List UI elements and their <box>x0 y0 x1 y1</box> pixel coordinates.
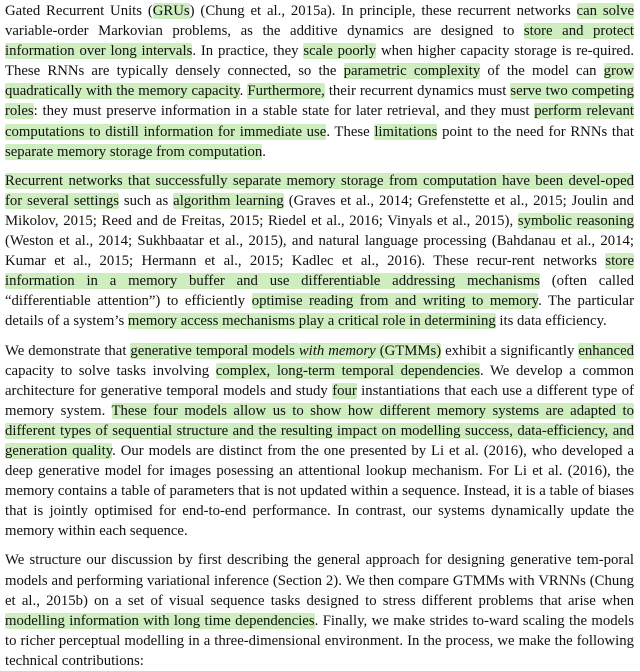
highlighted-text: modelling information with long time dependencies <box>5 612 315 629</box>
highlighted-text: complex, long-term temporal dependencies <box>215 362 481 379</box>
body-text: (Weston et al., 2014; Sukhbaatar et al., 2015), and natural language processing (Bahdanau et al., 2014; Kumar et al., 2015; Hermann et al., 2015; Kadlec et al., 2016). These recur-rent networks <box>5 233 634 270</box>
body-text: . <box>262 143 266 160</box>
body-text: exhibit a significantly <box>441 342 579 359</box>
highlighted-text: grow quadratically with the memory capacity <box>5 63 634 100</box>
highlighted-text: generative temporal models <box>130 342 299 359</box>
highlighted-text: separate memory storage from computation <box>5 143 263 160</box>
paragraph-gtmm-contribution <box>5 341 634 542</box>
body-text: . These <box>326 123 375 140</box>
body-text: of the model can <box>480 63 604 80</box>
highlighted-text: optimise reading from and writing to memory <box>251 293 539 310</box>
highlighted-text: can solve <box>576 3 634 19</box>
body-text: such as <box>118 192 174 209</box>
body-text: . <box>239 83 248 100</box>
highlighted-text: serve two competing roles <box>5 83 634 120</box>
highlighted-text: with memory <box>298 342 376 359</box>
highlighted-text: store information in a memory buffer and use differentiable addressing mechanisms <box>5 253 634 290</box>
highlighted-text: These four models allow us to show how different memory systems are adapted to different types of sequential structure and the resulting impact on modelling success, data-efficiency, and generation quality <box>5 402 634 459</box>
highlighted-text: enhanced <box>578 342 634 359</box>
highlighted-text: limitations <box>374 123 438 140</box>
body-text: . The particular details of a system’s <box>5 293 634 330</box>
body-text: . Our models are distinct from the one presented by Li et al. (2016), who developed a deep generative model for images posessing an attentional lookup mechanism. For Li et al. (2016), the memory contains a table of parameters that is not updated within a sequence. Instead, it is a table of biases that is jointly optimised for end-to-end performance. In contrast, our systems dynamically update the memory within each sequence. <box>5 442 634 540</box>
body-text: . We develop a common architecture for generative temporal models and study <box>5 362 634 399</box>
body-text: point to the need for RNNs that <box>437 123 634 140</box>
highlighted-text: GRUs <box>152 3 190 19</box>
body-text: We demonstrate that <box>5 342 131 359</box>
body-text: capacity to solve tasks involving <box>5 362 216 379</box>
body-text: Gated Recurrent Units ( <box>5 3 153 19</box>
paragraph-memory-networks <box>5 171 634 332</box>
body-text: variable-order Markovian problems, as the additive dynamics are designed to <box>5 23 524 40</box>
highlighted-text: store and protect information over long intervals <box>5 23 635 60</box>
body-text: when higher capacity storage is re-quired. These RNNs are typically densely connected, so the <box>5 43 635 80</box>
highlighted-text: four <box>332 382 357 399</box>
highlighted-text: symbolic reasoning <box>517 212 634 229</box>
body-text: : they must preserve information in a stable state for later retrieval, and they must <box>33 103 535 120</box>
highlighted-text: perform relevant computations to distill information for immediate use <box>5 103 634 140</box>
body-text: . In practice, they <box>192 43 304 60</box>
highlighted-text: algorithm learning <box>173 192 284 209</box>
highlighted-text: Recurrent networks that successfully separate memory storage from computation have been devel-oped for several settings <box>5 172 634 209</box>
body-text: (Graves et al., 2014; Grefenstette et al., 2015; Joulin and Mikolov, 2015; Reed and de Freitas, 2015; Riedel et al., 2016; Vinyals et al., 2015), <box>5 192 634 229</box>
body-text: instantiations that each use a different type of memory system. <box>5 382 635 419</box>
body-text: ) (Chung et al., 2015a). In principle, these recurrent networks <box>189 3 577 19</box>
highlighted-text: (GTMMs) <box>375 342 442 359</box>
body-text: its data efficiency. <box>495 313 607 330</box>
body-text: We structure our discussion by first describing the general approach for designing generative tem-poral models and performing variational inference (Section 2). We then compare GTMMs with VRNNs (Chung et al., 2015b) on a set of visual sequence tasks designed to stress different problems that arise when <box>5 552 634 609</box>
highlighted-text: Furthermore, <box>247 83 325 100</box>
highlighted-text: memory access mechanisms play a critical role in determining <box>127 313 496 330</box>
highlighted-text: parametric complexity <box>343 63 481 80</box>
body-text: their recurrent dynamics must <box>324 83 511 100</box>
highlighted-text: scale poorly <box>303 43 377 60</box>
body-text: . Finally, we make strides to-ward scaling the models to richer perceptual modelling in a three-dimensional environment. In the process, we make the following technical contributions: <box>5 612 635 669</box>
paragraph-structure-overview <box>5 550 634 671</box>
body-text: (often called “differentiable attention”) to efficiently <box>5 273 634 310</box>
paragraph-rnn-limitations <box>5 1 634 162</box>
